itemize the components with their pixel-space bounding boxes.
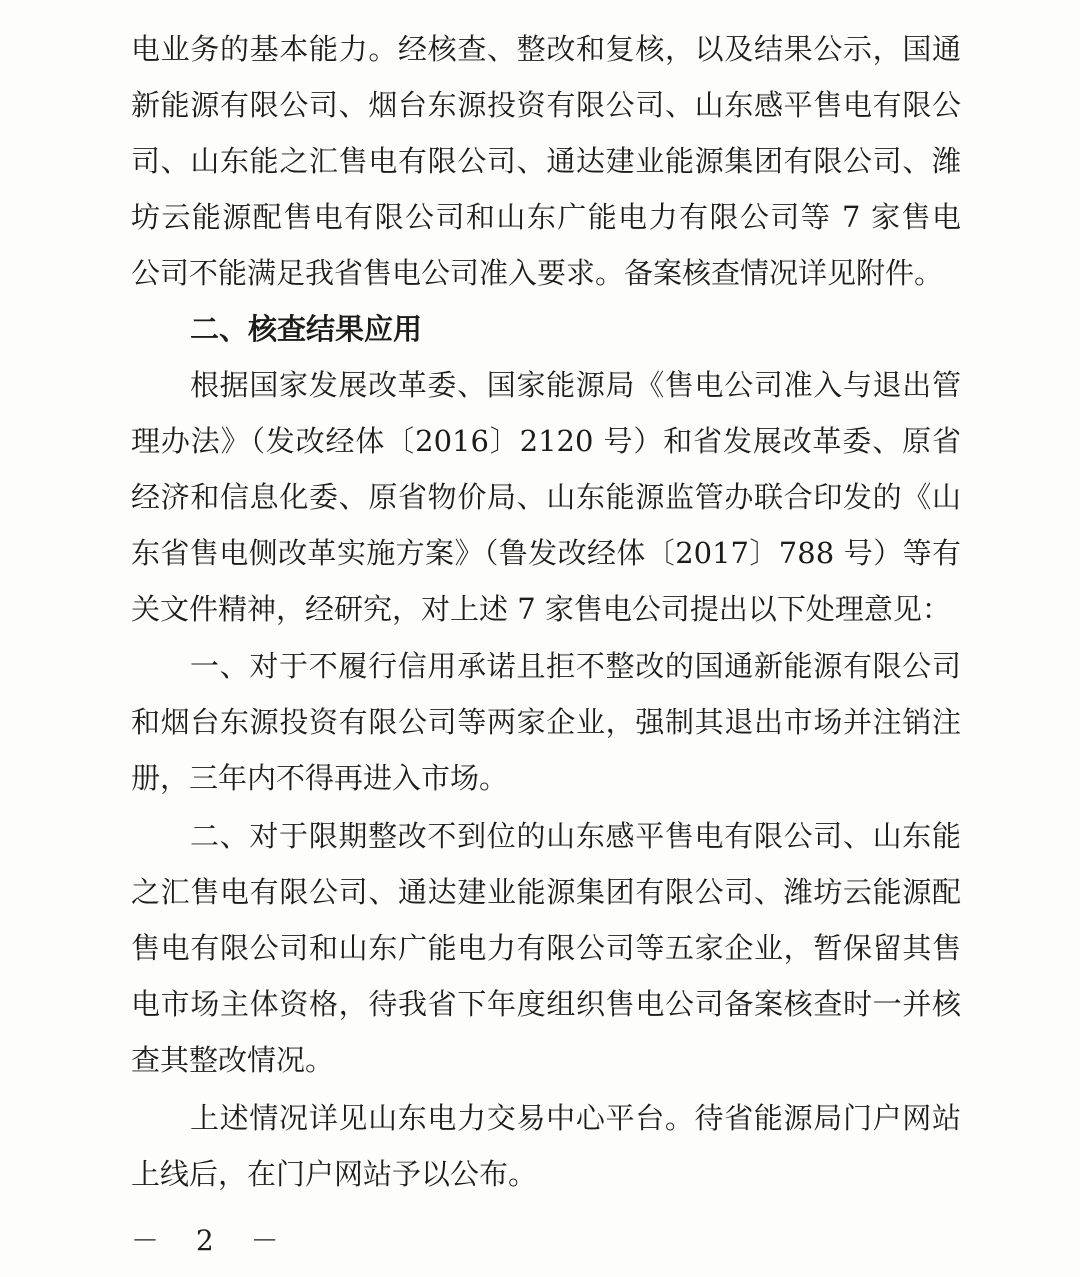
text-line: 之汇售电有限公司、通达建业能源集团有限公司、潍坊云能源配 [131,875,961,909]
text-line: 上述情况详见山东电力交易中心平台。待省能源局门户网站 [190,1101,961,1135]
text-line: 二、对于限期整改不到位的山东感平售电有限公司、山东能 [190,819,961,853]
text-line: 册，三年内不得再进入市场。 [131,761,509,795]
text-line: 上线后，在门户网站予以公布。 [131,1157,538,1191]
text-line: 查其整改情况。 [131,1043,335,1077]
text-line: 东省售电侧改革实施方案》（鲁发改经体〔2017〕788 号）等有 [131,536,961,570]
text-line: 和烟台东源投资有限公司等两家企业，强制其退出市场并注销注 [131,705,961,739]
text-line: 电市场主体资格，待我省下年度组织售电公司备案核查时一并核 [131,987,961,1021]
text-line: 经济和信息化委、原省物价局、山东能源监管办联合印发的《山 [131,480,961,514]
text-line: 司、山东能之汇售电有限公司、通达建业能源集团有限公司、潍 [131,144,961,178]
text-line: 电业务的基本能力。经核查、整改和复核，以及结果公示，国通 [131,32,961,66]
text-line: 新能源有限公司、烟台东源投资有限公司、山东感平售电有限公 [131,88,961,122]
text-line: 根据国家发展改革委、国家能源局《售电公司准入与退出管 [190,368,961,402]
section-heading: 二、核查结果应用 [190,312,423,346]
text-line: 公司不能满足我省售电公司准入要求。备案核查情况详见附件。 [131,256,944,290]
text-line: 一、对于不履行信用承诺且拒不整改的国通新能源有限公司 [190,649,961,683]
page-number: － 2 － [131,1224,293,1257]
text-line: 售电有限公司和山东广能电力有限公司等五家企业，暂保留其售 [131,931,961,965]
text-line: 坊云能源配售电有限公司和山东广能电力有限公司等 7 家售电 [131,200,961,234]
text-line: 理办法》（发改经体〔2016〕2120 号）和省发展改革委、原省 [131,424,961,458]
text-line: 关文件精神，经研究，对上述 7 家售电公司提出以下处理意见： [131,592,951,626]
